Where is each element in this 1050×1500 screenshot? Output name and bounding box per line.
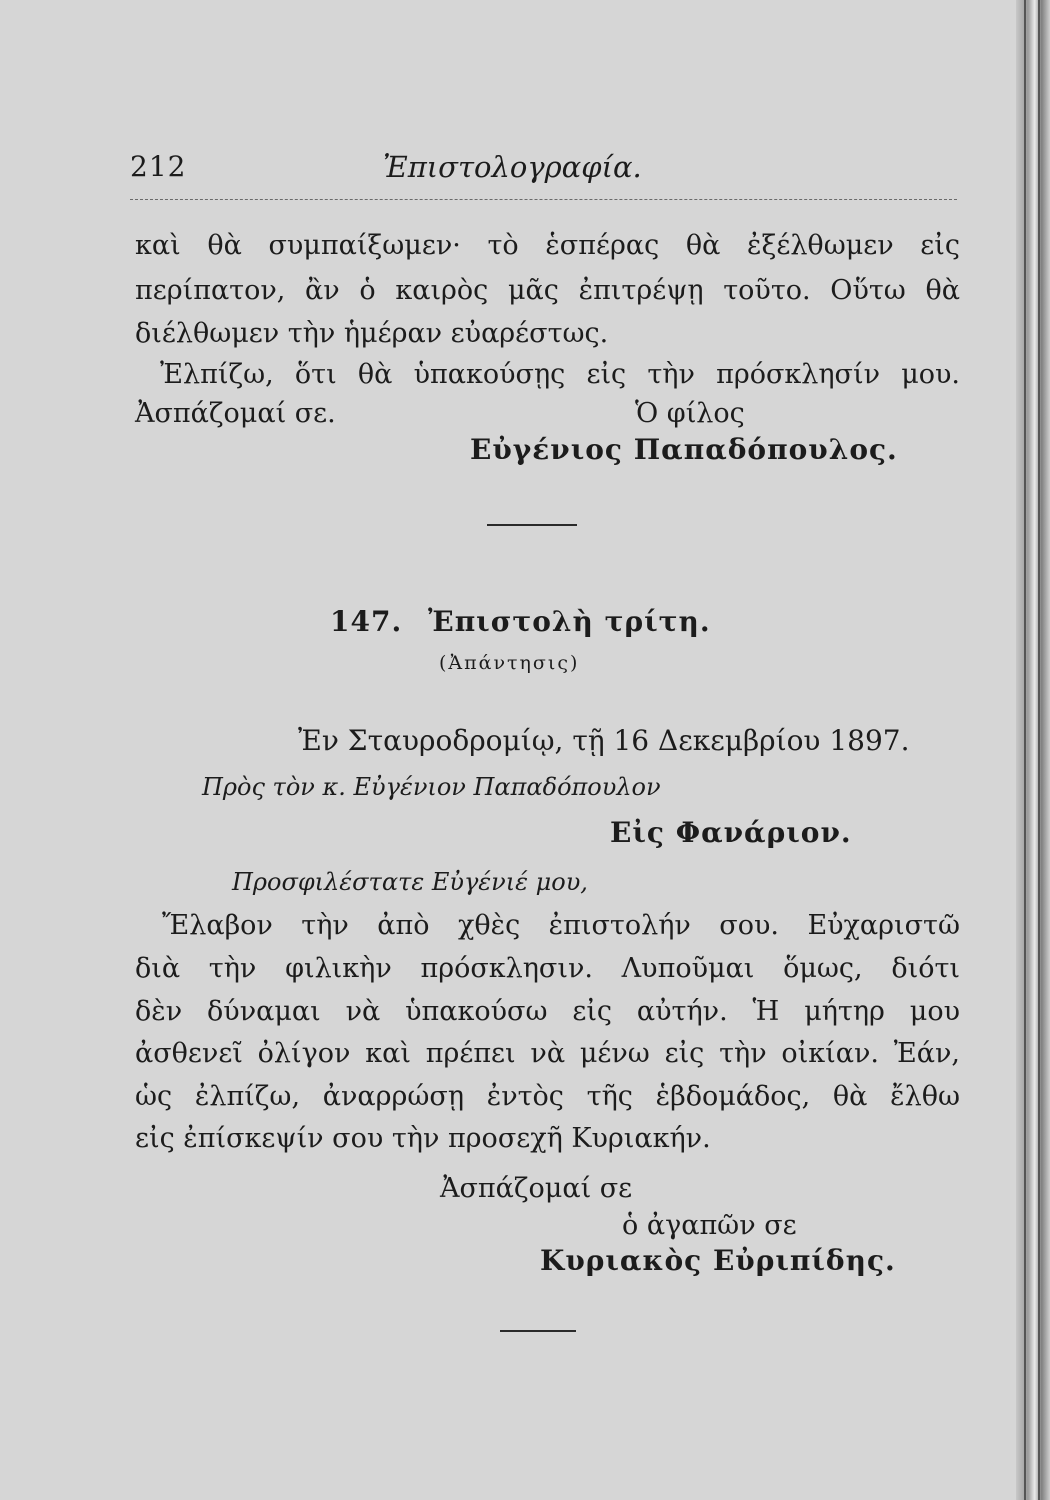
letter-subtitle: (Ἀπάντησις) [439, 652, 580, 674]
binding-line [1038, 0, 1040, 1500]
text-line: διὰ τὴν φιλικὴν πρόσκλησιν. Λυποῦμαι ὅμως, διότι [135, 953, 960, 984]
salutation: Προσφιλέστατε Εὐγένιέ μου, [232, 868, 588, 896]
signature: Κυριακὸς Εὐριπίδης. [540, 1244, 896, 1277]
closing: ὁ ἀγαπῶν σε [622, 1210, 797, 1241]
header-rule [130, 199, 957, 200]
page-number: 212 [130, 150, 187, 183]
text-line: Ἐλπίζω, ὅτι θὰ ὑπακούσῃς εἰς τὴν πρόσκλησίν μου. [160, 359, 960, 390]
book-binding-edge [1016, 0, 1050, 1500]
text-line: περίπατον, ἂν ὁ καιρὸς μᾶς ἐπιτρέψῃ τοῦτο. Οὕτω θὰ [135, 275, 960, 306]
text-line: εἰς ἐπίσκεψίν σου τὴν προσεχῆ Κυριακήν. [135, 1123, 711, 1154]
text-line: δὲν δύναμαι νὰ ὑπακούσω εἰς αὐτήν. Ἡ μήτηρ μου [135, 996, 960, 1027]
place-date: Ἐν Σταυροδρομίῳ, τῇ 16 Δεκεμβρίου 1897. [298, 724, 910, 757]
text-line: καὶ θὰ συμπαίξωμεν· τὸ ἑσπέρας θὰ ἐξέλθωμεν εἰς [135, 230, 960, 261]
greeting: Ἀσπάζομαί σε. [135, 398, 336, 429]
running-title: Ἐπιστολογραφία. [383, 150, 642, 184]
letter-title: Ἐπιστολὴ τρίτη. [428, 605, 711, 638]
text-line: διέλθωμεν τὴν ἡμέραν εὐαρέστως. [135, 318, 609, 349]
text-line: ἀσθενεῖ ὀλίγον καὶ πρέπει νὰ μένω εἰς τὴν οἰκίαν. Ἐάν, [135, 1038, 960, 1069]
letter-number: 147. [330, 605, 403, 638]
binding-line [1024, 0, 1026, 1500]
addressee: Πρὸς τὸν κ. Εὐγένιον Παπαδόπουλον [202, 773, 661, 801]
closing: Ὁ φίλος [635, 398, 745, 429]
greeting: Ἀσπάζομαί σε [440, 1173, 633, 1204]
signature: Εὐγένιος Παπαδόπουλος. [470, 433, 898, 466]
destination: Εἰς Φανάριον. [610, 816, 852, 849]
section-divider [487, 524, 577, 526]
page-header [130, 150, 960, 200]
text-line: ὡς ἐλπίζω, ἀναρρώσῃ ἐντὸς τῆς ἑβδομάδος, θὰ ἔλθω [135, 1081, 960, 1112]
section-divider [500, 1330, 576, 1332]
text-line: Ἔλαβον τὴν ἀπὸ χθὲς ἐπιστολήν σου. Εὐχαριστῶ [162, 910, 960, 941]
